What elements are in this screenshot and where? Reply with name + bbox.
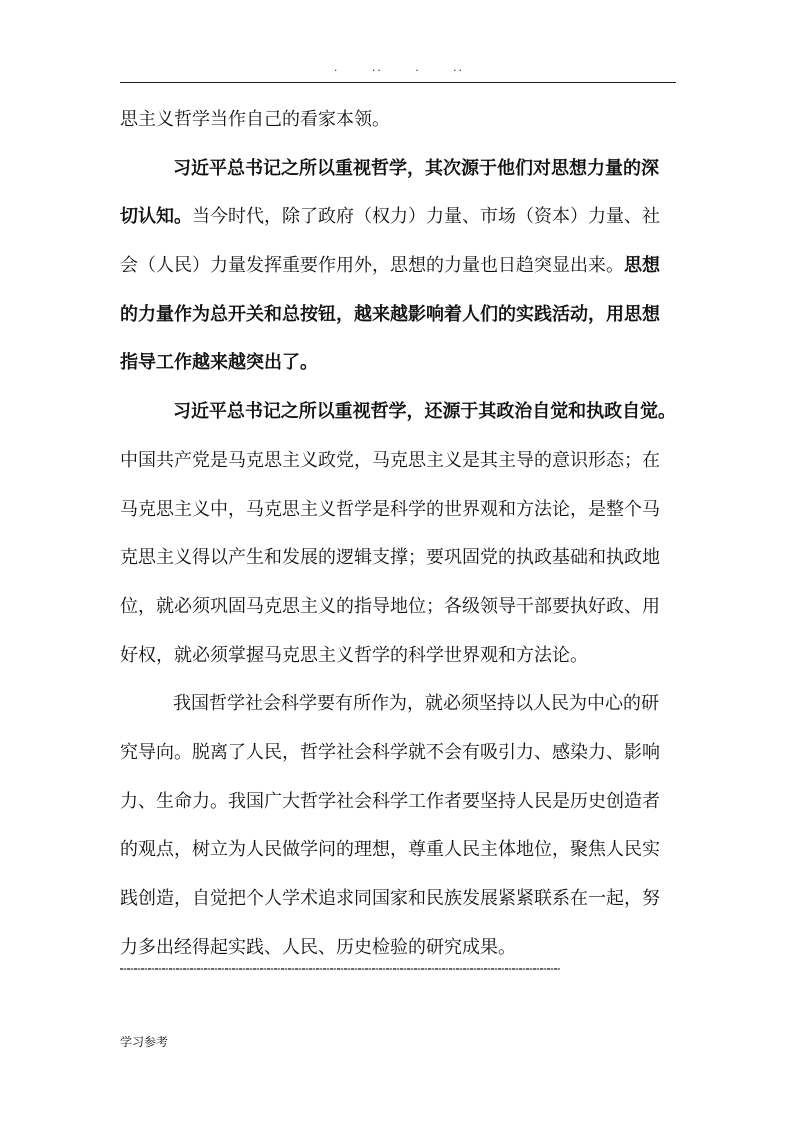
text-line bbox=[120, 242, 676, 291]
text-line bbox=[120, 339, 676, 388]
text-line bbox=[120, 534, 676, 583]
footer-label: 学习参考 bbox=[120, 1035, 169, 1049]
text-run: 我国哲学社会科学要有所作为，就必须坚持以人民为中心的研 bbox=[173, 693, 659, 715]
text-run: 马克思主义中，马克思主义哲学是科学的世界观和方法论，是整个马 bbox=[120, 498, 660, 520]
header-rule bbox=[120, 82, 676, 83]
text-run: 思主义哲学当作自己的看家本领。 bbox=[120, 109, 390, 130]
text-run: 会（人民）力量发挥重要作用外，思想的力量也日趋突显出来。 bbox=[120, 255, 624, 277]
text-line bbox=[120, 680, 676, 729]
text-line bbox=[120, 632, 676, 681]
text-line bbox=[120, 875, 676, 924]
text-run: 中国共产党是马克思主义政党，马克思主义是其主导的意识形态；在 bbox=[120, 449, 660, 471]
text-run: 好权，就必须掌握马克思主义哲学的科学世界观和方法论。 bbox=[120, 644, 588, 666]
text-run: 思想 bbox=[624, 255, 660, 277]
text-line bbox=[120, 437, 676, 486]
text-run: 当今时代，除了政府（权力）力量、市场（资本）力量、社 bbox=[192, 206, 660, 228]
text-run: 指导工作越来越突出了。 bbox=[120, 352, 318, 374]
text-run: 克思主义得以产生和发展的逻辑支撑；要巩固党的执政基础和执政地 bbox=[120, 547, 660, 569]
text-line bbox=[120, 826, 676, 875]
text-run: 的观点，树立为人民做学问的理想，尊重人民主体地位，聚焦人民实 bbox=[120, 839, 660, 861]
text-line bbox=[120, 291, 676, 340]
text-run: 习近平总书记之所以重视哲学，还源于其政治自觉和执政自觉。 bbox=[173, 401, 676, 423]
text-line bbox=[120, 388, 676, 437]
text-run: 力、生命力。我国广大哲学社会科学工作者要坚持人民是历史创造者 bbox=[120, 790, 660, 812]
text-run: 位，就必须巩固马克思主义的指导地位；各级领导干部要执好政、用 bbox=[120, 595, 660, 617]
text-run: 切认知。 bbox=[120, 206, 192, 228]
text-line bbox=[120, 145, 676, 194]
text-run: 究导向。脱离了人民，哲学社会科学就不会有吸引力、感染力、影响 bbox=[120, 741, 660, 763]
text-line bbox=[120, 96, 676, 145]
text-run: 习近平总书记之所以重视哲学，其次源于他们对思想力量的深 bbox=[173, 157, 659, 179]
text-line bbox=[120, 729, 676, 778]
footer-rule bbox=[120, 968, 560, 970]
body-text bbox=[120, 96, 676, 972]
text-line bbox=[120, 583, 676, 632]
header-marks: . .. . .. bbox=[332, 64, 464, 74]
text-line bbox=[120, 778, 676, 827]
text-run: 践创造，自觉把个人学术追求同国家和民族发展紧紧联系在一起，努 bbox=[120, 888, 660, 909]
text-run: 的力量作为总开关和总按钮，越来越影响着人们的实践活动，用思想 bbox=[120, 303, 660, 325]
text-line bbox=[120, 486, 676, 535]
text-run: 力多出经得起实践、人民、历史检验的研究成果。 bbox=[120, 936, 516, 958]
text-line bbox=[120, 193, 676, 242]
text-line bbox=[120, 924, 676, 973]
